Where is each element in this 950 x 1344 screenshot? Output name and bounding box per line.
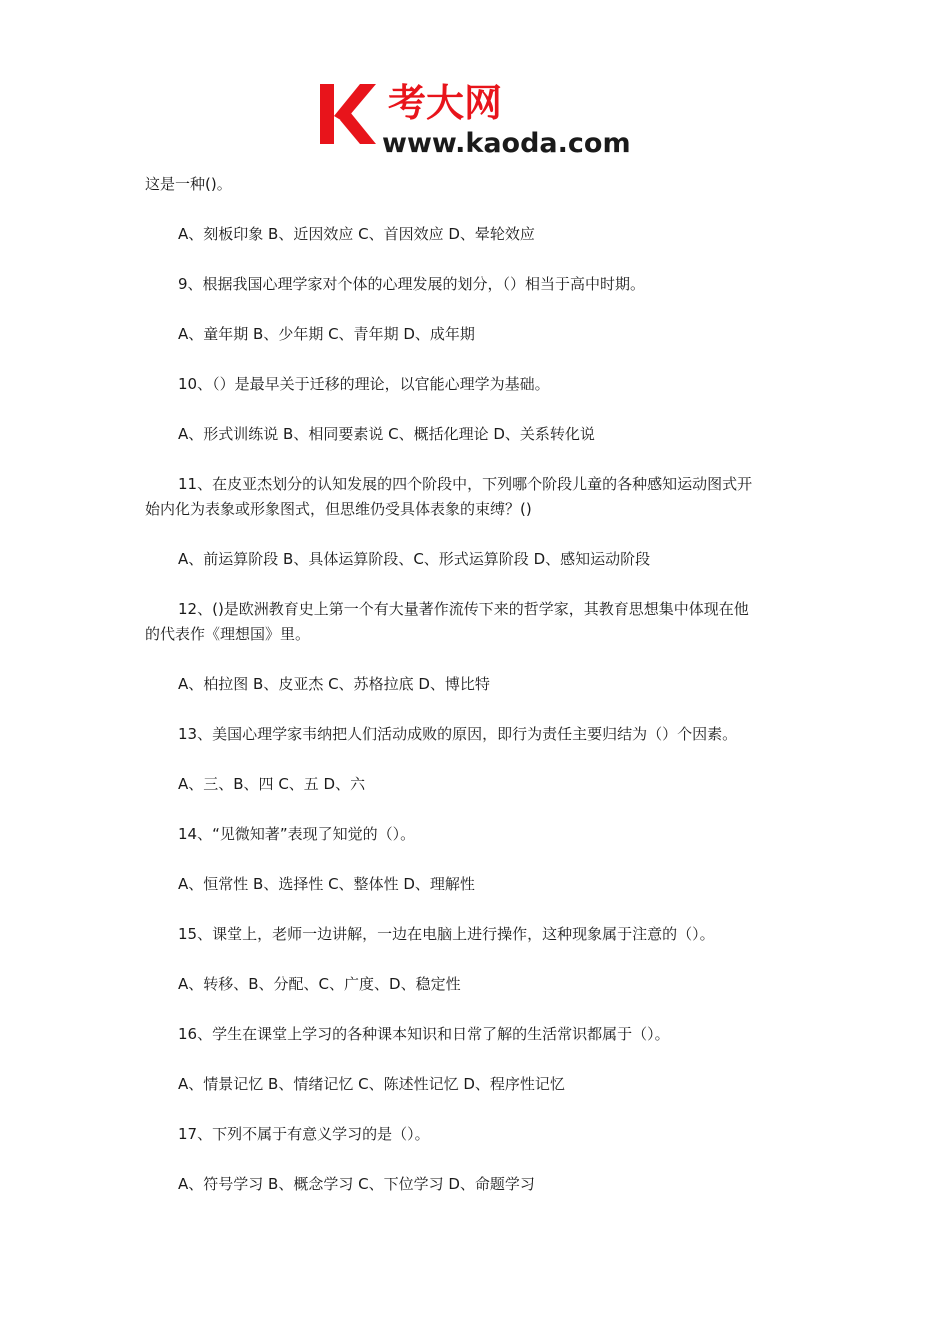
question-16-stem: 16、学生在课堂上学习的各种课本知识和日常了解的生活常识都属于（）。 — [178, 1025, 670, 1043]
question-14-options: A、恒常性 B、选择性 C、整体性 D、理解性 — [178, 875, 475, 893]
question-8-stem-end: 这是一种()。 — [145, 175, 232, 193]
question-14-stem: 14、“见微知著”表现了知觉的（）。 — [178, 825, 416, 843]
question-11-options: A、前运算阶段 B、具体运算阶段、C、形式运算阶段 D、感知运动阶段 — [178, 550, 651, 568]
question-9-stem: 9、根据我国心理学家对个体的心理发展的划分，（）相当于高中时期。 — [178, 275, 646, 293]
kaoda-logo — [318, 78, 638, 158]
question-16-options: A、情景记忆 B、情绪记忆 C、陈述性记忆 D、程序性记忆 — [178, 1075, 565, 1093]
question-8-options: A、刻板印象 B、近因效应 C、首因效应 D、晕轮效应 — [178, 225, 535, 243]
question-13-options: A、三、B、四 C、五 D、六 — [178, 775, 366, 793]
question-17-options: A、符号学习 B、概念学习 C、下位学习 D、命题学习 — [178, 1175, 535, 1193]
question-11-stem-line1: 11、在皮亚杰划分的认知发展的四个阶段中，下列哪个阶段儿童的各种感知运动图式开 — [178, 475, 753, 493]
logo-brand-text: 考大网 — [388, 81, 503, 125]
question-10-options: A、形式训练说 B、相同要素说 C、概括化理论 D、关系转化说 — [178, 425, 595, 443]
question-12-stem-line2: 的代表作《理想国》里。 — [145, 625, 311, 643]
question-17-stem: 17、下列不属于有意义学习的是（）。 — [178, 1125, 430, 1143]
question-12-stem-line1: 12、()是欧洲教育史上第一个有大量著作流传下来的哲学家，其教育思想集中体现在他 — [178, 600, 749, 618]
logo-url-text: www.kaoda.com — [382, 128, 631, 158]
logo-k-mark — [320, 84, 376, 144]
question-12-options: A、柏拉图 B、皮亚杰 C、苏格拉底 D、博比特 — [178, 675, 490, 693]
document-body — [145, 172, 810, 1197]
question-10-stem: 10、（）是最早关于迁移的理论，以官能心理学为基础。 — [178, 375, 550, 393]
question-15-stem: 15、课堂上，老师一边讲解，一边在电脑上进行操作，这种现象属于注意的（）。 — [178, 925, 715, 943]
question-11-stem-line2: 始内化为表象或形象图式，但思维仍受具体表象的束缚？() — [145, 500, 532, 518]
question-15-options: A、转移、B、分配、C、广度、D、稳定性 — [178, 975, 461, 993]
question-13-stem: 13、美国心理学家韦纳把人们活动成败的原因，即行为责任主要归结为（）个因素。 — [178, 725, 738, 743]
kaoda-logo-graphic — [318, 78, 638, 158]
question-9-options: A、童年期 B、少年期 C、青年期 D、成年期 — [178, 325, 475, 343]
